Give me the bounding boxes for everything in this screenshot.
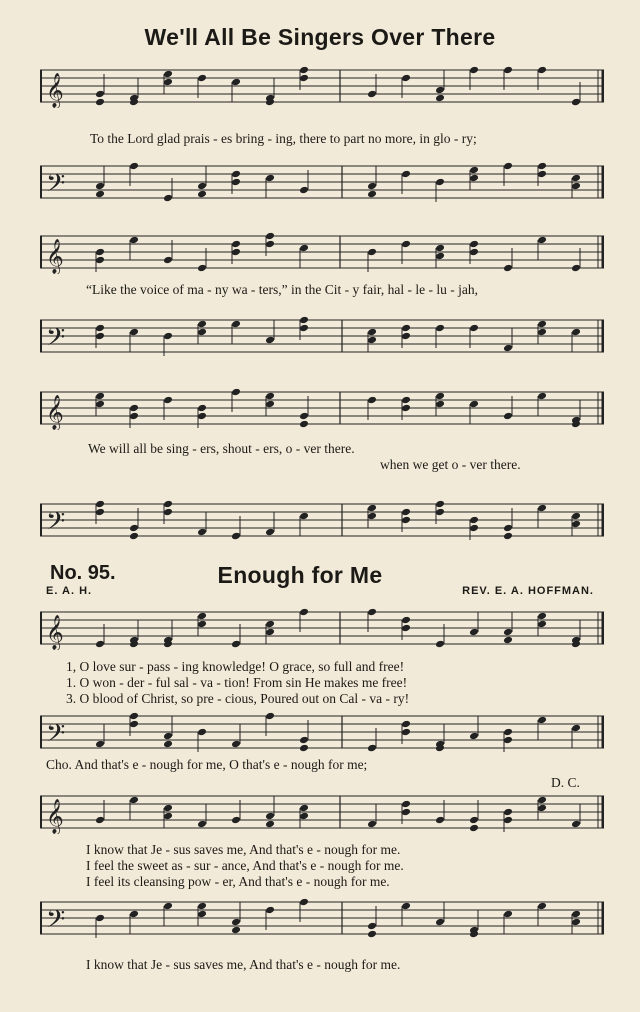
music-staff xyxy=(40,388,604,430)
author-credit: REV. E. A. HOFFMAN. xyxy=(462,585,594,597)
svg-text:𝄢: 𝄢 xyxy=(46,169,66,204)
music-staff xyxy=(40,608,604,650)
svg-text:𝄞: 𝄞 xyxy=(46,239,64,274)
music-staff xyxy=(40,792,604,834)
alt-lyric-line: when we get o - ver there. xyxy=(380,457,521,472)
composer-credit: E. A. H. xyxy=(46,585,93,597)
svg-text:𝄞: 𝄞 xyxy=(46,73,64,108)
svg-text:𝄞: 𝄞 xyxy=(46,615,64,650)
hymn-title: Enough for Me xyxy=(217,562,383,588)
svg-text:𝄢: 𝄢 xyxy=(46,719,66,754)
music-staff xyxy=(40,500,604,542)
svg-text:𝄢: 𝄢 xyxy=(46,507,66,542)
music-staff xyxy=(40,316,604,358)
svg-text:𝄢: 𝄢 xyxy=(46,323,66,358)
music-staff xyxy=(40,898,604,940)
music-staff xyxy=(40,232,604,274)
hymn-number: No. 95. xyxy=(50,562,116,584)
svg-text:𝄢: 𝄢 xyxy=(46,905,66,940)
music-staff xyxy=(40,712,604,754)
music-staff xyxy=(40,66,604,108)
hymn-title: We'll All Be Singers Over There xyxy=(144,24,496,50)
da-capo-mark: D. C. xyxy=(551,775,580,790)
svg-text:𝄞: 𝄞 xyxy=(46,395,64,430)
hymnal-page: We'll All Be Singers Over There 𝄞 To the Lord glad prais - es bring - ing, there to part no more, in glo - ry; 𝄢 𝄞 “Like the voice of ma - ny wa - ters,” in the Cit - y fair, hal - le - lu - jah, 𝄢 𝄞 We will all be sing - ers, shout - ers, o - ver there. when we get o - ver there. 𝄢 No. 95. Enough for Me E. A. H. REV. E. A. HOFFMAN. 𝄞 1, O love sur - pass - ing knowledge! O grace, so full and free! 1. O won - der - ful sal - va - tion! From sin He makes me free! 3. O blood of Christ, so pre - cious, Poured out on Cal - va - ry! 𝄢 Cho. And that's e - nough for me, O that's e - nough for me; D. C. 𝄞 I know that Je - sus saves me, And that's e - nough for me. I feel the sweet as - sur - ance, And that's e - nough for me. I feel its cleansing pow - er, And that's e - nough for me. 𝄢 I know that Je - sus saves me, And that's e - nough for me. xyxy=(0,0,640,1012)
svg-text:𝄞: 𝄞 xyxy=(46,799,64,834)
music-staff xyxy=(40,162,604,204)
